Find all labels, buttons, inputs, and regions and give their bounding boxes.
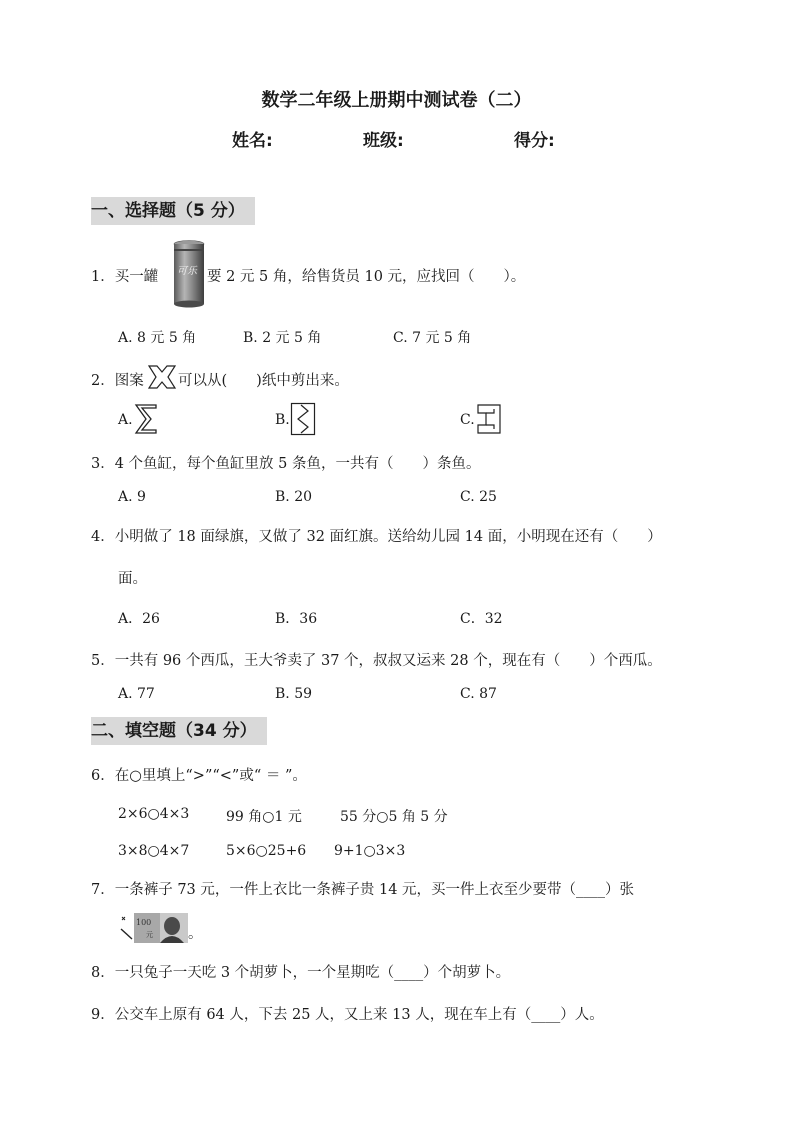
q5-option-c: C. 87: [460, 686, 497, 702]
question-2-prefix: 2．图案: [91, 373, 144, 389]
q4-option-c: C．32: [460, 611, 503, 627]
q6-item-4: 3×8○4×7: [118, 843, 190, 859]
banknote-icon: [118, 911, 190, 945]
question-4: 4．小明做了 18 面绿旗，又做了 32 面红旗。送给幼儿园 14 面，小明现在还有（ ）: [91, 529, 662, 545]
question-9: 9．公交车上原有 64 人，下去 25 人，又上来 13 人，现在车上有（____）人。: [91, 1007, 604, 1023]
cut-pattern-icon: [146, 363, 178, 391]
q5-option-a: A. 77: [118, 686, 155, 702]
question-7: 7．一条裤子 73 元，一件上衣比一条裤子贵 14 元，买一件上衣至少要带（____）张: [91, 882, 635, 898]
q1-option-a: A. 8 元 5 角: [118, 330, 197, 346]
section-heading-choice: 一、选择题（5 分）: [91, 197, 255, 225]
q6-item-2: 99 角○1 元: [226, 809, 302, 825]
question-2-suffix: 可以从( )纸中剪出来。: [178, 373, 349, 389]
cola-can-label: 可乐: [177, 266, 197, 277]
q2-option-b-letter: B.: [275, 412, 290, 428]
svg-text:元: 元: [146, 931, 153, 939]
q2-option-c-letter: C.: [460, 412, 475, 428]
q6-item-3: 55 分○5 角 5 分: [340, 809, 448, 825]
sigma-shape-icon: [134, 403, 160, 435]
q3-option-a: A. 9: [118, 489, 146, 505]
score-label: 得分:: [514, 131, 555, 151]
question-1-prefix: 1．买一罐: [91, 269, 159, 285]
question-8: 8．一只兔子一天吃 3 个胡萝卜，一个星期吃（____）个胡萝卜。: [91, 965, 511, 981]
page-title: 数学二年级上册期中测试卷（二）: [261, 90, 532, 111]
q6-item-6: 9+1○3×3: [334, 843, 406, 859]
question-4-continued: 面。: [118, 571, 147, 587]
q3-option-b: B. 20: [275, 489, 313, 505]
q1-option-b: B. 2 元 5 角: [243, 330, 322, 346]
q2-option-a-letter: A.: [118, 412, 133, 428]
question-3: 3．4 个鱼缸，每个鱼缸里放 5 条鱼，一共有（ ）条鱼。: [91, 456, 481, 472]
q4-option-b: B．36: [275, 611, 318, 627]
question-6: 6．在○里填上“>”“<”或“ ＝ ”。: [91, 768, 307, 784]
question-7-continued: 。: [188, 926, 203, 942]
section-heading-fill: 二、填空题（34 分）: [91, 717, 267, 745]
q6-item-5: 5×6○25+6: [226, 843, 307, 859]
name-label: 姓名:: [232, 131, 273, 151]
zigzag-shape-icon: [290, 402, 316, 436]
question-5: 5．一共有 96 个西瓜，王大爷卖了 37 个，叔叔又运来 28 个，现在有（ ）个西瓜。: [91, 653, 662, 669]
q4-option-a: A．26: [118, 611, 160, 627]
q3-option-c: C. 25: [460, 489, 497, 505]
question-1-suffix: 要 2 元 5 角，给售货员 10 元，应找回（ ）。: [207, 269, 526, 285]
cola-can-icon: [172, 240, 206, 308]
svg-text:100: 100: [136, 918, 152, 927]
q6-item-1: 2×6○4×3: [118, 806, 190, 822]
class-label: 班级:: [363, 131, 404, 151]
step-shape-icon: [476, 403, 502, 435]
q1-option-c: C. 7 元 5 角: [393, 330, 472, 346]
q5-option-b: B. 59: [275, 686, 313, 702]
